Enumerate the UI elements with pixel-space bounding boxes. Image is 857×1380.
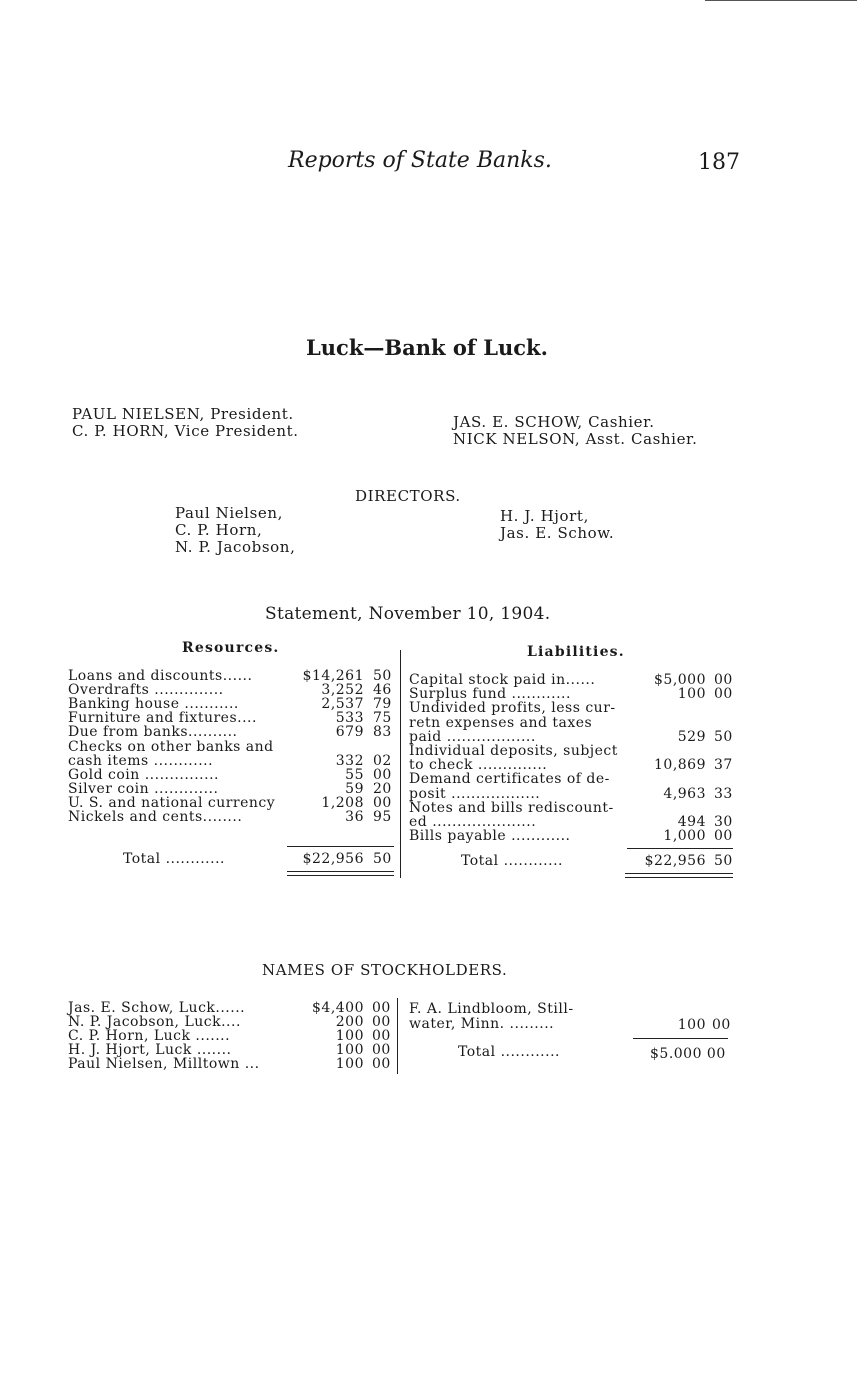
resources-total-label: Total ............ bbox=[123, 851, 225, 867]
officer-president: PAUL NIELSEN, President. bbox=[72, 405, 294, 423]
liabilities-total-rule bbox=[627, 848, 733, 849]
stockholder-row-label: N. P. Jacobson, Luck.... bbox=[68, 1014, 241, 1031]
statement-title: Statement, November 10, 1904. bbox=[265, 604, 551, 624]
director-name: Jas. E. Schow. bbox=[500, 524, 615, 542]
stockholder-right-dollars: 100 bbox=[677, 1017, 706, 1033]
director-name: H. J. Hjort, bbox=[500, 507, 589, 525]
resources-row-dollars: 55 bbox=[345, 766, 364, 783]
liabilities-row-label: Demand certificates of de- bbox=[409, 771, 610, 788]
resources-double-rule-2 bbox=[287, 875, 394, 876]
resources-row-label: Nickels and cents........ bbox=[68, 809, 243, 825]
stockholders-divider bbox=[397, 998, 398, 1074]
stockholders-heading: NAMES OF STOCKHOLDERS. bbox=[262, 961, 508, 979]
resources-row-label: cash items ............ bbox=[68, 752, 214, 769]
liabilities-row-dollars: $5,000 bbox=[654, 672, 706, 688]
resources-row-cents: 50 bbox=[373, 668, 392, 684]
resources-row-label: Banking house ........... bbox=[68, 696, 239, 713]
resources-row-dollars: 36 bbox=[345, 809, 364, 825]
resources-row-dollars: 533 bbox=[335, 710, 364, 727]
liabilities-row-label: Individual deposits, subject bbox=[409, 743, 618, 759]
stockholder-row-cents: 00 bbox=[372, 1000, 391, 1016]
liabilities-row-label: ed ..................... bbox=[409, 814, 537, 830]
stockholder-row-dollars: 100 bbox=[335, 1042, 364, 1059]
resources-row-cents: 00 bbox=[373, 766, 392, 783]
liabilities-row-dollars: 4,963 bbox=[663, 785, 706, 802]
liabilities-row-dollars: 100 bbox=[677, 686, 706, 703]
directors-heading: DIRECTORS. bbox=[355, 487, 461, 505]
director-name: N. P. Jacobson, bbox=[175, 538, 296, 556]
stockholder-row-label: Paul Nielsen, Milltown ... bbox=[68, 1056, 260, 1073]
resources-row-cents: 00 bbox=[373, 794, 392, 811]
resources-row-dollars: $14,261 bbox=[302, 668, 364, 684]
resources-total-rule bbox=[287, 846, 394, 847]
resources-row-label: Checks on other banks and bbox=[68, 738, 274, 755]
officers-left bbox=[72, 406, 299, 440]
directors-right bbox=[500, 508, 614, 542]
resources-row-cents: 95 bbox=[373, 809, 392, 825]
liabilities-row-label: Capital stock paid in...... bbox=[409, 672, 596, 688]
stockholder-row-dollars: 100 bbox=[335, 1028, 364, 1045]
stockholder-row-dollars: $4,400 bbox=[312, 1000, 364, 1016]
liabilities-row-label: posit .................. bbox=[409, 785, 541, 802]
officer-vice-president: C. P. HORN, Vice President. bbox=[72, 422, 299, 440]
liabilities-total-dollars: $22,956 bbox=[644, 853, 706, 869]
resources-row-label: Overdrafts .............. bbox=[68, 682, 224, 699]
stockholder-row-dollars: 100 bbox=[335, 1056, 364, 1073]
stockholders-total-label: Total ............ bbox=[458, 1044, 560, 1060]
running-head: Reports of State Banks. bbox=[288, 148, 552, 173]
resources-row-label: Furniture and fixtures.... bbox=[68, 710, 257, 727]
resources-row-label: Loans and discounts...... bbox=[68, 668, 253, 684]
liabilities-total-label: Total ............ bbox=[461, 853, 563, 869]
resources-row-label: U. S. and national currency bbox=[68, 794, 276, 811]
resources-row-dollars: 1,208 bbox=[321, 794, 364, 811]
resources-heading: Resources. bbox=[182, 640, 280, 656]
liabilities-total-cents: 50 bbox=[714, 853, 733, 869]
liabilities-row-label: retn expenses and taxes bbox=[409, 714, 593, 731]
liabilities-row-dollars: 529 bbox=[677, 728, 706, 745]
liabilities-row-label: Bills payable ............ bbox=[409, 828, 571, 845]
resources-row-cents: 83 bbox=[373, 724, 392, 741]
liabilities-double-rule-2 bbox=[625, 877, 733, 878]
resources-row-label: Due from banks.......... bbox=[68, 724, 238, 741]
resources-row-label: Silver coin ............. bbox=[68, 780, 219, 797]
stockholder-right-name-line1: F. A. Lindbloom, Still- bbox=[409, 1001, 574, 1017]
resources-row-dollars: 2,537 bbox=[321, 696, 364, 713]
bank-title: Luck—Bank of Luck. bbox=[306, 335, 548, 360]
stockholder-row-dollars: 200 bbox=[335, 1014, 364, 1031]
resources-row-dollars: 332 bbox=[335, 752, 364, 769]
liabilities-row-cents: 30 bbox=[714, 814, 733, 830]
stockholder-row-cents: 00 bbox=[372, 1028, 391, 1045]
liabilities-row-dollars: 10,869 bbox=[654, 757, 706, 774]
stockholder-row-cents: 00 bbox=[372, 1014, 391, 1031]
stockholders-total-rule bbox=[633, 1038, 728, 1039]
stockholders-total-value: $5.000 00 bbox=[650, 1046, 726, 1062]
resources-row-dollars: 3,252 bbox=[321, 682, 364, 699]
stockholder-row-cents: 00 bbox=[372, 1042, 391, 1059]
stockholder-row-cents: 00 bbox=[372, 1056, 391, 1073]
resources-row-cents: 02 bbox=[373, 752, 392, 769]
stockholder-row-label: H. J. Hjort, Luck ....... bbox=[68, 1042, 232, 1059]
resources-row-cents: 46 bbox=[373, 682, 392, 699]
liabilities-row-cents: 00 bbox=[714, 672, 733, 688]
resources-row-dollars: 59 bbox=[345, 780, 364, 797]
resources-row-cents: 20 bbox=[373, 780, 392, 797]
director-name: C. P. Horn, bbox=[175, 521, 263, 539]
resources-row-label: Gold coin ............... bbox=[68, 766, 219, 783]
resources-row-dollars: 679 bbox=[335, 724, 364, 741]
resources-double-rule-1 bbox=[287, 871, 394, 872]
liabilities-row-dollars: 1,000 bbox=[663, 828, 706, 845]
stockholder-right-cents: 00 bbox=[712, 1017, 731, 1033]
officer-asst-cashier: NICK NELSON, Asst. Cashier. bbox=[453, 430, 698, 448]
top-edge-rule bbox=[705, 0, 857, 1]
liabilities-row-dollars: 494 bbox=[677, 814, 706, 830]
stockholder-right-name-line2: water, Minn. ......... bbox=[409, 1016, 555, 1032]
liabilities-row-label: paid .................. bbox=[409, 728, 536, 745]
officer-cashier: JAS. E. SCHOW, Cashier. bbox=[453, 413, 655, 431]
liabilities-row-cents: 33 bbox=[714, 785, 733, 802]
liabilities-row-label: Surplus fund ............ bbox=[409, 686, 571, 703]
stockholder-row-label: C. P. Horn, Luck ....... bbox=[68, 1028, 231, 1045]
liabilities-row-label: Notes and bills rediscount- bbox=[409, 799, 614, 816]
column-divider bbox=[400, 650, 401, 878]
resources-total-cents: 50 bbox=[373, 851, 392, 867]
directors-left bbox=[175, 505, 295, 556]
liabilities-row-cents: 37 bbox=[714, 757, 733, 774]
stockholder-row-label: Jas. E. Schow, Luck...... bbox=[68, 1000, 246, 1016]
liabilities-row-label: Undivided profits, less cur- bbox=[409, 700, 616, 717]
resources-row-cents: 79 bbox=[373, 696, 392, 713]
liabilities-double-rule-1 bbox=[625, 873, 733, 874]
page-number: 187 bbox=[698, 150, 740, 175]
liabilities-heading: Liabilities. bbox=[527, 644, 625, 660]
liabilities-row-cents: 00 bbox=[714, 828, 733, 845]
resources-total-dollars: $22,956 bbox=[302, 851, 364, 867]
officers-right bbox=[453, 414, 698, 448]
director-name: Paul Nielsen, bbox=[175, 504, 283, 522]
resources-row-cents: 75 bbox=[373, 710, 392, 727]
liabilities-row-cents: 00 bbox=[714, 686, 733, 703]
liabilities-row-cents: 50 bbox=[714, 728, 733, 745]
liabilities-row-label: to check .............. bbox=[409, 757, 548, 774]
